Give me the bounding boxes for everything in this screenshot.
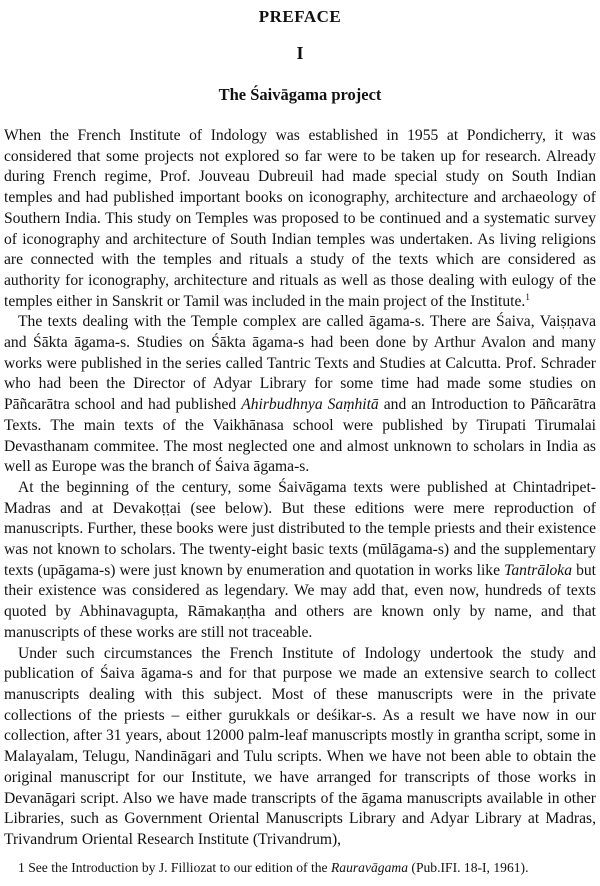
paragraph-text: and an Introduction to Pāñcarātra Texts. The main texts of the Vaikhānasa school were published by Tirupati Tirumalai Devasthanam commitee. The most neglected one and almost unknown to scholars in India as well as Europe was the branch of Śaiva āgama-s. <box>4 396 596 476</box>
italic-title: Tantrāloka <box>504 561 572 579</box>
footnote-text: 1 See the Introduction by J. Filliozat to our edition of the <box>18 859 331 875</box>
page-title: PREFACE <box>258 7 342 26</box>
paragraph-text: Under such circumstances the French Institute of Indology undertook the study and publication of Śaiva āgama-s and for that purpose we made an extensive search to collect manuscripts dealing with this subject. Most of these manuscripts were in the private collections of the priests – either gurukkals or deśikar-s. As a result we have now in our collection, after 31 years, about 12000 palm-leaf manuscripts mostly in grantha script, some in Malayalam, Telugu, Nandināgari and Tulu scripts. When we have not been able to obtain the original manuscript for our Institute, we have arranged for transcripts of those works in Devanāgari script. Also we have made transcripts of the āgama manuscripts available in other Libraries, such as Government Oriental Manuscripts Library and Adyar Library at Madras, Trivandrum Oriental Research Institute (Trivandrum), <box>4 644 596 848</box>
italic-title: Rauravāgama <box>330 859 409 875</box>
paragraph <box>4 478 596 644</box>
paragraph <box>4 312 596 478</box>
paragraph-text: The texts dealing with the Temple complex are called āgama-s. There are Śaiva, Vaiṣṇava and Śākta āgama-s. Studies on Śākta āgama-s had been done by Arthur Avalon and many works were published in the series called Tantric Texts and Studies at Calcutta. Prof. Schrader who had been the Director of Adyar Library for some time had made some studies on Pāñcarātra school and had published <box>4 313 596 414</box>
paragraph-text: At the beginning of the century, some Śaivāgama texts were published at Chintadripet-Madras and at Devakoṭṭai (see below). But these editions were mere reproduction of manuscripts. Further, these books were just distributed to the temple priests and their existence was not known to scholars. The twenty-eight basic texts (mūlāgama-s) and the supplementary texts (upāgama-s) were just known by enumeration and quotation in works like <box>4 478 596 579</box>
footnote-mark: 1 <box>525 291 530 302</box>
italic-title: Ahirbudhnya Saṃhitā <box>241 396 379 414</box>
footnote <box>4 859 596 876</box>
paragraph-text: but their existence was considered as legendary. We may add that, even now, hundreds of texts quoted by Abhinavagupta, Rāmakaṇṭha and others are known only by name, and that manuscripts of these works are still not traceable. <box>4 561 596 641</box>
footnote-text: (Pub.IFI. 18-I, 1961). <box>408 859 529 875</box>
body-text <box>4 126 596 851</box>
paragraph <box>4 644 596 851</box>
chapter-number: I <box>296 43 304 63</box>
paragraph <box>4 126 596 312</box>
section-title: The Śaivāgama project <box>218 85 382 104</box>
paragraph-text: When the French Institute of Indology was established in 1955 at Pondicherry, it was considered that some projects not explored so far were to be taken up for research. Already during French regime, Prof. Jouveau Dubreuil had made special study on South Indian temples and had published important books on iconography, architecture and archaeology of Southern India. This study on Temples was proposed to be continued and a systematic survey of iconography and architecture of South Indian temples was undertaken. As living religions are connected with the temples and rituals a study of the texts which are considered as authority for iconography, architecture and rituals as well as those dealing with eulogy of the temples either in Sanskrit or Tamil was included in the main project of the Institute. <box>4 127 596 310</box>
